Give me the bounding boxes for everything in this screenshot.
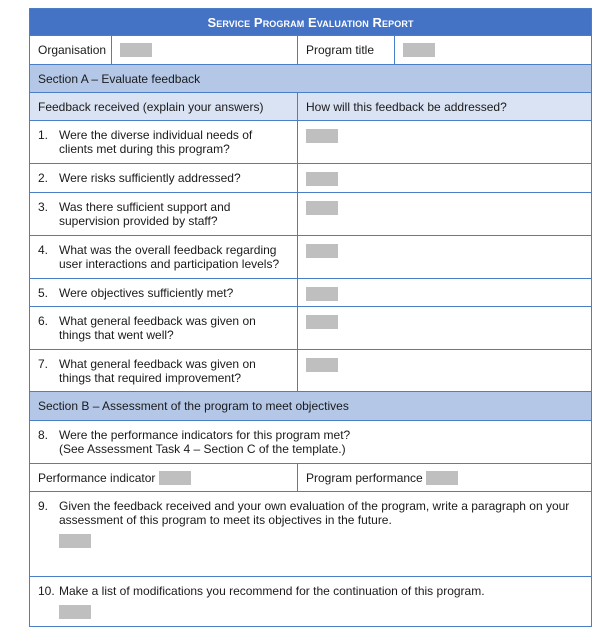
answer-field-2[interactable] [306, 172, 338, 186]
organisation-label: Organisation [30, 36, 112, 65]
question-number: 7. [38, 357, 49, 371]
report-title: Service Program Evaluation Report [30, 9, 592, 36]
evaluation-form [29, 8, 592, 627]
section-b-heading: Section B – Assessment of the program to meet objectives [30, 392, 592, 421]
question-row-5 [30, 279, 592, 307]
question-number: 4. [38, 243, 49, 257]
answer-field-3[interactable] [306, 201, 338, 215]
question-number: 9. [38, 499, 49, 513]
organisation-cell [112, 36, 298, 65]
performance-indicator-cell [30, 464, 298, 492]
question-text: What general feedback was given on things that went well? [59, 314, 256, 342]
question-text: Were risks sufficiently addressed? [59, 171, 241, 185]
section-a-heading: Section A – Evaluate feedback [30, 65, 592, 93]
question-9-field[interactable] [59, 534, 91, 548]
answer-field-1[interactable] [306, 129, 338, 143]
answer-field-7[interactable] [306, 358, 338, 372]
question-number: 2. [38, 171, 49, 185]
question-row-3 [30, 193, 592, 236]
question-number: 3. [38, 200, 49, 214]
performance-indicator-field[interactable] [159, 471, 191, 485]
answer-field-6[interactable] [306, 315, 338, 329]
addressed-column-header: How will this feedback be addressed? [298, 93, 592, 121]
question-text: What was the overall feedback regarding user interactions and participation levels? [59, 243, 280, 271]
question-text: What general feedback was given on things that required improvement? [59, 357, 256, 385]
question-10-text: Make a list of modifications you recommend for the continuation of this program. [59, 584, 485, 598]
program-title-cell [395, 36, 592, 65]
question-8-text: Were the performance indicators for this program met? [59, 428, 351, 442]
question-text: Was there sufficient support and supervision provided by staff? [59, 200, 231, 228]
question-number: 5. [38, 286, 49, 300]
feedback-column-header: Feedback received (explain your answers) [30, 93, 298, 121]
question-row-10 [30, 577, 592, 627]
organisation-field[interactable] [120, 43, 152, 57]
question-number: 10. [38, 584, 55, 598]
question-row-2 [30, 164, 592, 193]
answer-field-5[interactable] [306, 287, 338, 301]
question-10-field[interactable] [59, 605, 91, 619]
question-number: 1. [38, 128, 49, 142]
question-8-note: (See Assessment Task 4 – Section C of the template.) [59, 442, 346, 456]
performance-indicator-label: Performance indicator [38, 470, 156, 485]
program-performance-field[interactable] [426, 471, 458, 485]
program-title-label: Program title [298, 36, 395, 65]
question-row-8 [30, 421, 592, 464]
question-number: 6. [38, 314, 49, 328]
question-row-9 [30, 492, 592, 577]
question-row-6 [30, 307, 592, 350]
question-row-4 [30, 236, 592, 279]
question-row-7 [30, 350, 592, 392]
program-performance-cell [298, 464, 592, 492]
answer-field-4[interactable] [306, 244, 338, 258]
program-title-field[interactable] [403, 43, 435, 57]
question-text: Were the diverse individual needs of clients met during this program? [59, 128, 253, 156]
question-number: 8. [38, 428, 49, 442]
question-text: Were objectives sufficiently met? [59, 286, 234, 300]
program-performance-label: Program performance [306, 470, 423, 485]
question-row-1 [30, 121, 592, 164]
question-9-text: Given the feedback received and your own evaluation of the program, write a paragraph on your assessment of this program to meet its objectives in the future. [59, 499, 570, 527]
